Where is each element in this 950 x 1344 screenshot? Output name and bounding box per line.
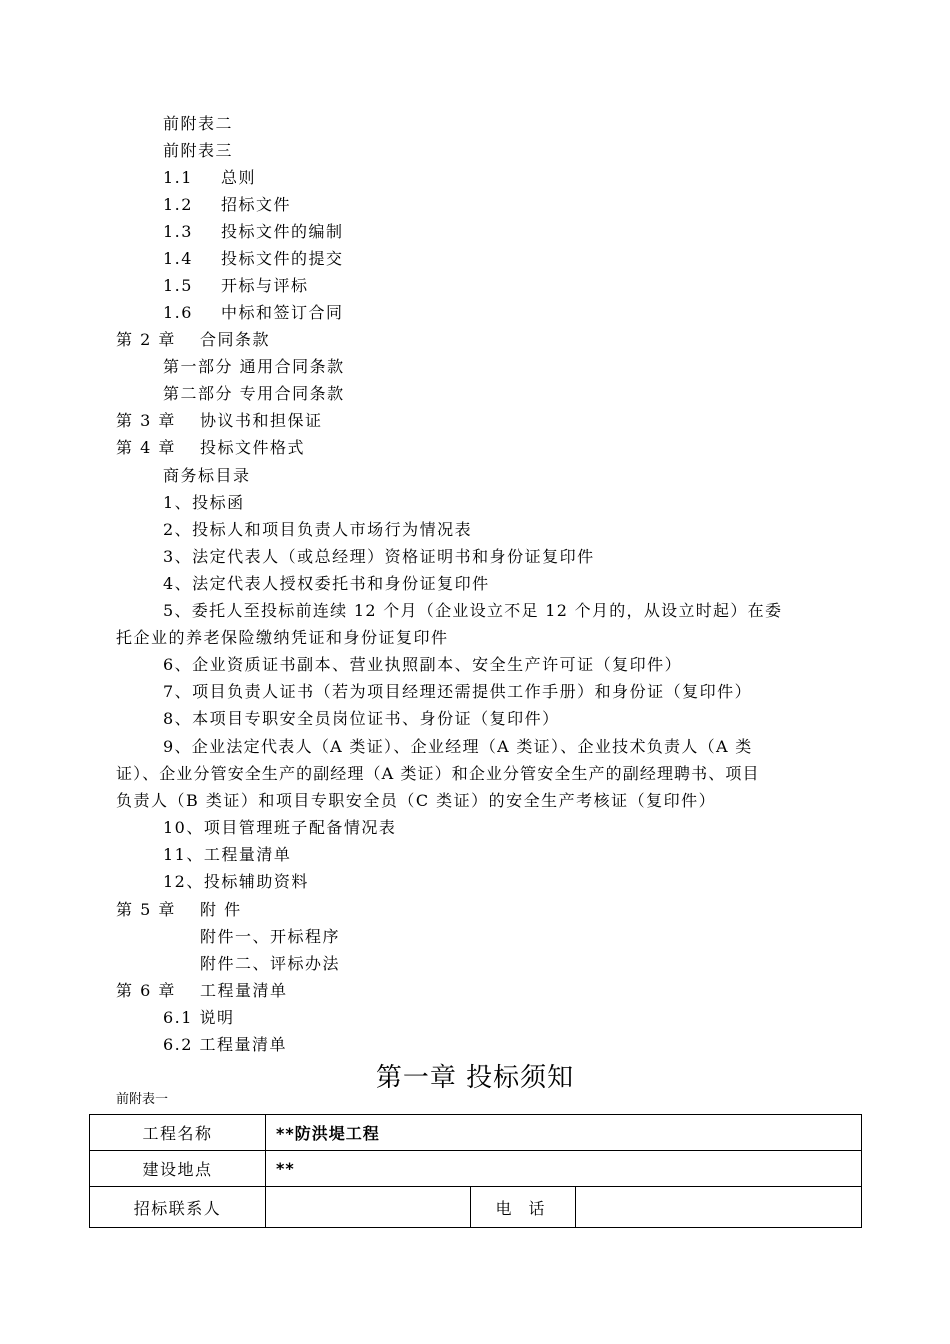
section-title: 中标和签订合同 <box>221 303 344 322</box>
chapter-number: 第 3 章 <box>116 411 176 430</box>
toc-item-9-line-1: 9、企业法定代表人（A 类证）、企业经理（A 类证）、企业技术负责人（A 类 <box>163 737 753 756</box>
toc-chapter-5-attachment-1: 附件一、开标程序 <box>200 927 341 946</box>
toc-item-11: 11、工程量清单 <box>163 845 292 864</box>
toc-attach-table-2: 前附表二 <box>163 114 234 133</box>
toc-item-9-line-2: 证）、企业分管安全生产的副经理（A 类证）和企业分管安全生产的副经理聘书、项目 <box>116 764 760 783</box>
section-number: 1.5 <box>163 276 193 295</box>
toc-section-6-2: 6.2 工程量清单 <box>163 1035 288 1054</box>
project-name-value: **防洪堤工程 <box>266 1115 862 1151</box>
attach-table-1-label: 前附表一 <box>116 1092 169 1107</box>
toc-item-8: 8、本项目专职安全员岗位证书、身份证（复印件） <box>163 709 560 728</box>
toc-item-3: 3、法定代表人（或总经理）资格证明书和身份证复印件 <box>163 547 595 566</box>
toc-chapter-2 <box>116 330 270 350</box>
toc-item-2: 2、投标人和项目负责人市场行为情况表 <box>163 520 473 539</box>
toc-chapter-2-part-2: 第二部分 专用合同条款 <box>163 384 345 403</box>
toc-section-1-1 <box>163 168 256 188</box>
toc-section-1-4 <box>163 249 344 269</box>
construction-site-value: ** <box>266 1151 862 1187</box>
section-title: 投标文件的编制 <box>221 222 344 241</box>
chapter-title: 工程量清单 <box>200 981 288 1000</box>
phone-value <box>576 1187 862 1228</box>
section-number: 1.2 <box>163 195 193 214</box>
section-title: 总则 <box>221 168 257 187</box>
toc-item-10: 10、项目管理班子配备情况表 <box>163 818 397 837</box>
toc-chapter-4 <box>116 438 305 458</box>
toc-section-1-3 <box>163 222 344 242</box>
project-info-table <box>89 1114 862 1228</box>
toc-item-5-line-2: 托企业的养老保险缴纳凭证和身份证复印件 <box>116 628 449 647</box>
construction-site-label: 建设地点 <box>90 1151 266 1187</box>
chapter-title: 合同条款 <box>200 330 271 349</box>
toc-item-7: 7、项目负责人证书（若为项目经理还需提供工作手册）和身份证（复印件） <box>163 682 753 701</box>
toc-chapter-5 <box>116 900 242 920</box>
tender-contact-label: 招标联系人 <box>90 1187 266 1228</box>
section-number: 1.3 <box>163 222 193 241</box>
tender-contact-value <box>266 1187 471 1228</box>
toc-item-6: 6、企业资质证书副本、营业执照副本、安全生产许可证（复印件） <box>163 655 683 674</box>
toc-attach-table-3: 前附表三 <box>163 141 234 160</box>
toc-business-directory: 商务标目录 <box>163 466 251 485</box>
chapter-number: 第 4 章 <box>116 438 176 457</box>
toc-chapter-2-part-1: 第一部分 通用合同条款 <box>163 357 345 376</box>
toc-section-1-5 <box>163 276 309 296</box>
chapter-title: 协议书和担保证 <box>200 411 323 430</box>
section-number: 1.6 <box>163 303 193 322</box>
section-number: 1.1 <box>163 168 193 187</box>
toc-item-1: 1、投标函 <box>163 493 245 512</box>
toc-section-1-2 <box>163 195 291 215</box>
chapter-number: 第 5 章 <box>116 900 176 919</box>
chapter-title: 附 件 <box>200 900 242 919</box>
chapter-title: 投标文件格式 <box>200 438 306 457</box>
chapter-number: 第 6 章 <box>116 981 176 1000</box>
table-row <box>90 1187 862 1228</box>
chapter-number: 第 2 章 <box>116 330 176 349</box>
table-row <box>90 1151 862 1187</box>
section-title: 开标与评标 <box>221 276 309 295</box>
chapter-1-heading: 第一章 投标须知 <box>375 1063 575 1093</box>
toc-item-9-line-3: 负责人（B 类证）和项目专职安全员（C 类证）的安全生产考核证（复印件） <box>116 791 717 810</box>
toc-item-4: 4、法定代表人授权委托书和身份证复印件 <box>163 574 490 593</box>
toc-item-12: 12、投标辅助资料 <box>163 872 309 891</box>
toc-section-6-1: 6.1 说明 <box>163 1008 235 1027</box>
section-title: 招标文件 <box>221 195 292 214</box>
toc-item-5-line-1: 5、委托人至投标前连续 12 个月（企业设立不足 12 个月的，从设立时起）在委 <box>163 601 783 620</box>
project-name-label: 工程名称 <box>90 1115 266 1151</box>
toc-section-1-6 <box>163 303 344 323</box>
toc-chapter-5-attachment-2: 附件二、评标办法 <box>200 954 341 973</box>
section-number: 1.4 <box>163 249 193 268</box>
table-row <box>90 1115 862 1151</box>
toc-chapter-6 <box>116 981 288 1001</box>
toc-chapter-3 <box>116 411 323 431</box>
section-title: 投标文件的提交 <box>221 249 344 268</box>
phone-label: 电 话 <box>471 1187 576 1228</box>
